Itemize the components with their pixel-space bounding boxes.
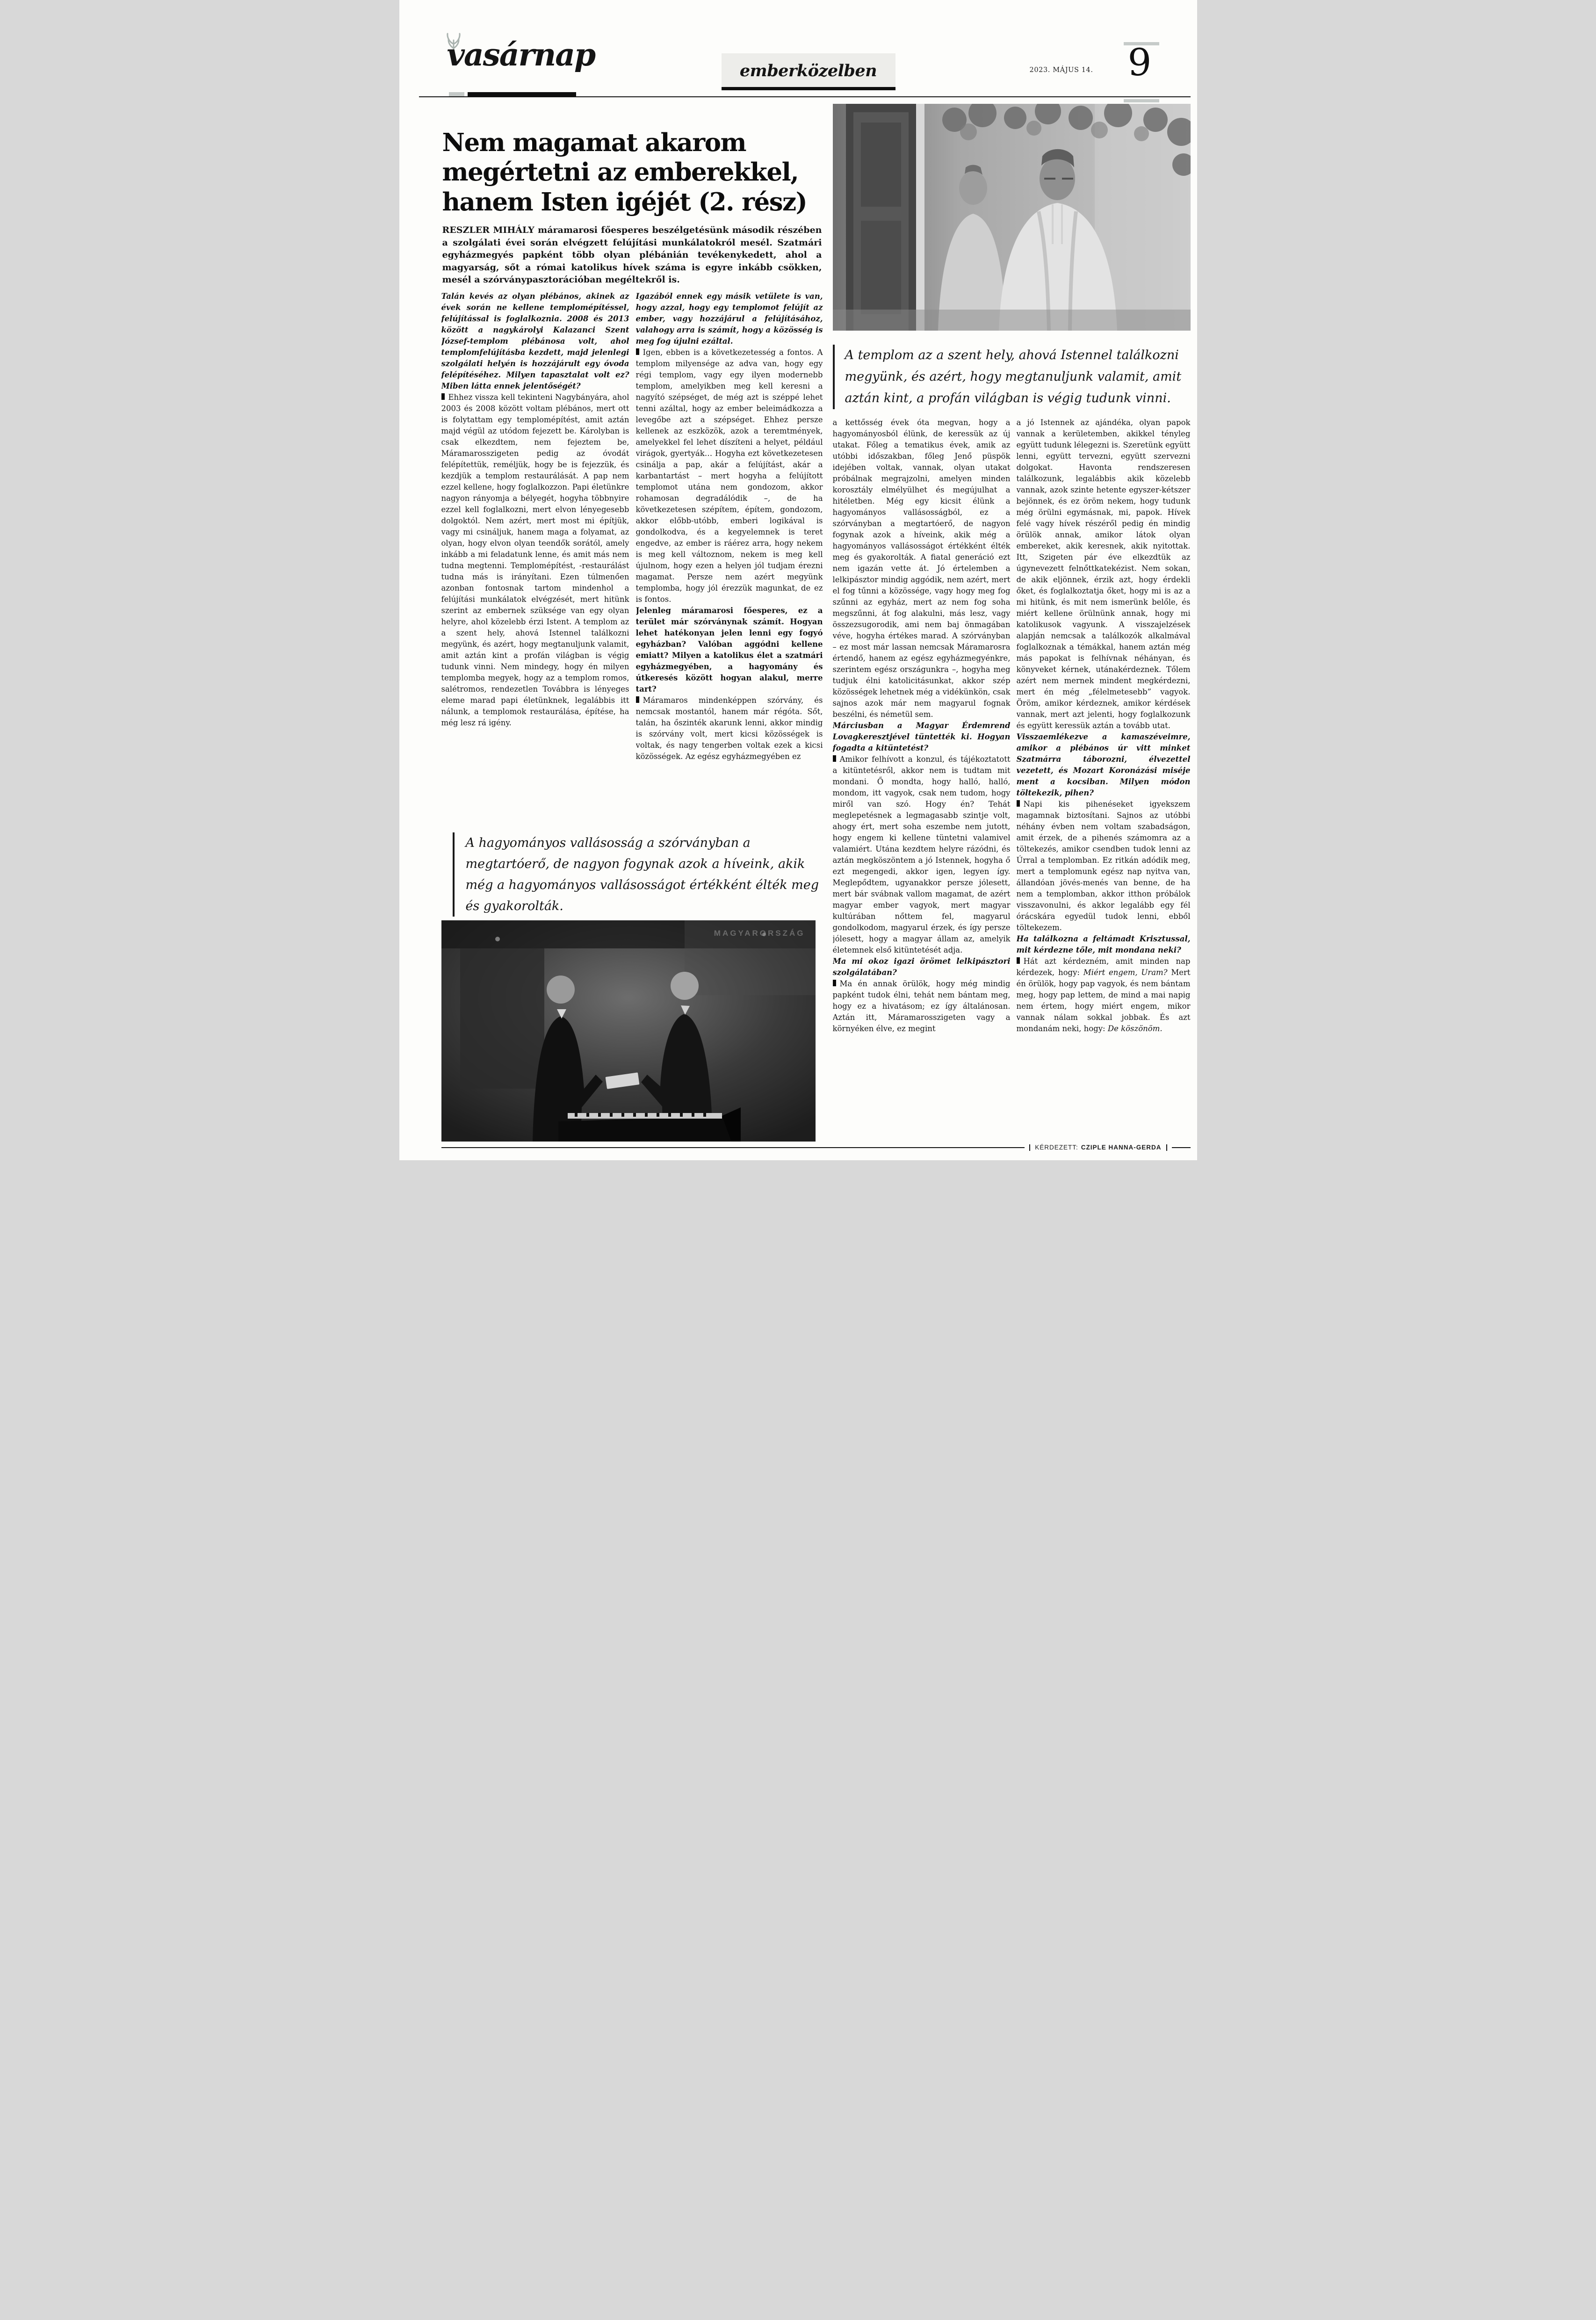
answer-marker-icon [636,696,639,703]
photo-award-illustration [441,920,816,1142]
issue-date: 2023. MÁJUS 14. [1029,66,1093,74]
masthead-logo: vasárnap [447,36,595,73]
masthead-underline [468,92,576,96]
body-column-4 [1017,417,1191,1140]
footer-author: CZIPLE HANNA-GERDA [1081,1144,1162,1151]
page-number-bar-bottom [1124,99,1159,102]
masthead-underline-gray [449,92,464,96]
photo-priests-illustration [833,104,1191,331]
question-paragraph: Jelenleg máramarosi főesperes, ez a terület már szórványnak számít. Hogyan lehet hatékonyan jelen lenni egy fogyó egyházban? Valóban aggódni kellene emiatt? Milyen a katolikus élet a szatmári egyházmegyében, a hagyomány és útkeresés között hogyan alakul, merre tart? [636,606,823,694]
question-paragraph: Talán kevés az olyan plébános, akinek az évek során ne kellene templomépítéssel, felújítással is foglalkoznia. 2008 és 2013 között a nagykárolyi Kalazanci Szent József-templom plébánosa volt, ahol templomfelújításba kezdett, majd jelenlegi szolgálati helyén is hozzájárult egy óvoda felépítéséhez. Milyen tapasztalat volt ez? Miben látta ennek jelentőségét? [441,292,629,390]
body-paragraph: a jó Istennek az ajándéka, olyan papok vannak a kerületemben, akikkel tényleg együtt tudunk lélegezni is. Szeretünk együtt lenni, együtt tervezni, együtt szervezni dolgokat. Havonta rendszeresen találkozunk, legalábbis akik közelebb vannak, azok szinte hetente egyszer-kétszer bejönnek, és ez öröm nekem, hogy tudunk még örülni egymásnak, mi, papok. Hívek felé vagy hívek részéről pedig én mindig örülök annak, amikor látok olyan embereket, akik keresnek, akik nyitottak. Itt, Szigeten pár éve elkezdtük az úgynevezett felnőttkatekézist. Nem sokan, de akik eljönnek, érzik azt, hogy érdekli őket, és foglalkoztatja őket, hogy mi is az a mi hitünk, és mit nem ismerünk belőle, és miért kellene örülnünk annak, hogy mi katolikusok vagyunk. A visszajelzések alapján nemcsak a találkozók alkalmával foglalkoznak a témákkal, hanem aztán még más papokat is felhívnak néhányan, és könyveket kérnek, utánakérdeznek. Tőlem azért nem mernek mindent megkérdezni, mert én még „félelmetesebb” vagyok. Öröm, amikor kérdeznek, amikor kérdések vannak, mert azt jelenti, hogy foglalkozunk és együtt keressük aztán a tovább utat. [1016,418,1191,730]
question-paragraph: Márciusban a Magyar Érdemrend Lovagkeresztjével tüntették ki. Hogyan fogadta a kitüntetést? [832,721,1011,752]
question-paragraph: Igazából ennek egy másik vetülete is van, hogy azzal, hogy egy templomot felújít az ember, vagy hozzájárul a felújításához, valahogy arra is számít, hogy a közösség is meg fog újulni ezáltal. [636,292,823,346]
body-column-1 [441,291,629,824]
footer-rule-right [1172,1147,1191,1148]
pull-quote-left: A hagyományos vallásosság a szórványban a megtartóerő, de nagyon fogynak azok a híveink, akik még a hagyományos vallásosságot értékként élték meg és gyakorolták. [453,832,820,917]
question-paragraph: Visszaemlékezve a kamaszéveimre, amikor a plébános úr vitt minket Szatmárra táborozni, élvezettel vezetett, és Mozart Koronázási miséje ment a kocsiban. Milyen módon töltekezik, pihen? [1016,732,1191,797]
answer-paragraph: Hát azt kérdezném, amit minden nap kérdezek, hogy: Miért engem, Uram? Mert én örülök, hogy pap vagyok, és nem bántam meg, hogy pap lettem, de mind a mai napig nem értem, hogy miért engem, mikor vannak nálam sokkal jobbak. És azt mondanám neki, hogy: De köszönöm. [1016,957,1191,1033]
article-headline: Nem magamat akarom megértetni az emberekkel, hanem Isten igéjét (2. rész) [442,128,807,217]
answer-paragraph: Ehhez vissza kell tekinteni Nagybányára, ahol 2003 és 2008 között voltam plébános, mert ott is folytattam egy templomépítést, amit aztán majd végül az utódom fejezett be. Károlyban is csak elkezdtem, nem fejeztem be, Máramarosszigeten pedig az óvodát felépítettük, reméljük, hogy be is fejezzük, és kezdjük a templom restaurálását. A pap nem ezzel kellene, hogy foglalkozzon. Papi életünkre nagyon rányomja a bélyegét, hogyha többnyire ezzel kell foglalkozni, mert elvon lényegesebb dolgoktól. Nem azért, mert most mi építjük, vagy mi csináljuk, hanem maga a folyamat, az olyan, hogy elvon olyan teendők sorától, amely inkább a mi feladatunk lenne, és amit más nem tudna megtenni. Templomépítést, -restaurálást tudna más is irányítani. Ezen túlmenően azonban fontosnak tartom mindenhol a felújítási munkálatok elvégzését, mert hitünk szerint az embernek szüksége van egy olyan helyre, ahol közelebb érzi Istent. A templom az a szent hely, ahová Istennel találkozni megyünk, és azért, hogy megtanuljunk valamit, amit aztán kint a profán világban is végig tudunk vinni. Nem mindegy, hogy én milyen templomba megyek, hogy az a templom romos, salétromos, rendezetlen Továbbra is lényeges eleme marad papi életünknek, legalábbis itt nálunk, a templomok restaurálása, építése, ha még lesz rá igény. [441,393,629,727]
answer-marker-icon [1017,957,1020,964]
answer-paragraph: Ma én annak örülök, hogy még mindig papként tudok élni, tehát nem bántam meg, hogy ez a hivatásom; ez így általánosan. Aztán itt, Máramarosszigeten vagy a környéken élve, ez megint [832,979,1011,1033]
photo-award-ceremony [441,920,816,1142]
body-column-3 [833,417,1011,1140]
answer-paragraph: Napi kis pihenéseket igyekszem magamnak biztosítani. Sajnos az utóbbi néhány évben nem voltam szabadságon, amit érzek, de a pihenés számomra az a töltekezés, amikor csendben tudok lenni az Úrral a templomban. Ez ritkán adódik meg, mert a templomunk egész nap nyitva van, állandóan jövés-menés van benne, de ha nem a templomban, akkor itthon próbálok visszavonulni, és akkor legalább egy fél órácskára egyedül tudok lenni, ebből töltekezem. [1016,800,1191,932]
article-lead: RESZLER MIHÁLY máramarosi főesperes beszélgetésünk második részében a szolgálati évei során elvégzett felújítási munkálatokról mesél. Szatmári egyházmegyés papként több olyan plébánián tevékenykedett, ahol a magyarság, sőt a római katolikus hívek száma is egyre inkább csökken, mesél a szórványpasztorációban megéltekről is. [442,225,822,285]
answer-marker-icon [636,348,639,355]
answer-marker-icon [833,755,836,762]
section-badge: emberközelben [722,53,895,88]
footer-label: KÉRDEZETT: [1035,1144,1078,1151]
answer-paragraph: Máramaros mindenképpen szórvány, és nemcsak mostantól, hanem már régóta. Sőt, talán, ha őszinték akarunk lenni, akkor mindig is szórvány volt, mert kicsi közösségek is voltak, és nagy tengerben voltak ezek a kicsi közösségek. Az egész egyházmegyében ez [636,696,823,761]
header-rule [419,96,1191,97]
answer-marker-icon [833,980,836,986]
pull-quote-right: A templom az a szent hely, ahová Istennel találkozni megyünk, és azért, hogy megtanuljunk valamit, amit aztán kint, a profán világban is végig tudunk vinni. [833,345,1192,409]
photo-priests-at-church [833,104,1191,331]
answer-marker-icon [1017,800,1020,807]
section-badge-underline [722,87,895,90]
answer-marker-icon [441,393,445,400]
answer-paragraph: Igen, ebben is a következetesség a fontos. A templom milyensége az adva van, hogy egy régi templom, vagy egy ilyen modernebb templom, amelyikben meg kell keresni a nagyító szépséget, de még azt is széppé lehet tenni azáltal, hogy az ember beleimádkozza a levegőbe azt a szépséget. Ehhez persze kellenek az eszközök, azok a teremtmények, amelyekkel fel lehet díszíteni a helyet, például virágok, gyertyák… Hogyha ezt következetesen csinálja a pap, akár a felújítást, akár a karbantartást – mert hogyha a felújított templomot utána nem gondozom, akkor rohamosan degradálódik –, de ha következetesen szépítem, építem, gondozom, akkor előbb-utóbb, emberi logikával is gondolkodva, és a kegyelemnek is teret engedve, az ember is ráérez arra, hogy nekem is meg kell változnom, nekem is meg kell újulnom, hogy ezen a helyen jól tudjam érezni magamat. Persze nem azért megyünk templomba, hogy jól érezzük magunkat, de ez is fontos. [636,348,823,604]
article-footer [441,1144,1191,1151]
photo-backdrop-text: MAGYARORSZÁG [714,929,805,938]
page-number: 9 [1127,41,1152,84]
footer-tick-right [1166,1144,1167,1151]
question-paragraph: Ha találkozna a feltámadt Krisztussal, mit kérdezne tőle, mit mondana neki? [1016,934,1191,954]
answer-paragraph: Amikor felhívott a konzul, és tájékoztatott a kitüntetésről, akkor nem is tudtam mit mondani. Ő mondta, hogy halló, halló, mondom, itt vagyok, csak nem tudom, hogy miről van szó. Hogy én? Tehát meglepetésnek a legmagasabb szintje volt, ahogy ért, mert soha eszembe nem jutott, hogy engem ki kellene tüntetni valamivel valamiért. Utána kezdtem helyre rázódni, és aztán megköszöntem a jó Istennek, hogyha ő ezt megengedi, akkor igen, legyen így. Meglepődtem, ugyanakkor persze jólesett, mert bár svábnak vallom magamat, de azért magyar ember vagyok, mert magyar kultúrában nőttem fel, magyarul gondolkodom, magyarul érzek, és így persze jólesett, hogy a magyar állam az, amelyik életemnek első kitüntetését adja. [832,755,1011,954]
body-paragraph: a kettősség évek óta megvan, hogy a hagyományosból élünk, de keressük az új utakat. Főleg a tematikus évek, amik az utóbbi időszakban, főleg Jenő püspök idejében voltak, vannak, olyan utakat próbálnak megrajzolni, amelyen minden korosztály elmélyülhet és megújulhat a hitéletben. Még egy kicsit élünk a hagyományos vallásosságból, ez a szórványban a megtartóerő, de nagyon fogynak azok a híveink, akik még a hagyományos vallásosságot értékként élték meg és gyakorolták. A fiatal generáció ezt nem igazán vette át. Jó értelemben a lelkipásztor mindig aggódik, nem azért, mert el fog tűnni a közössége, vagy hogy meg fog szűnni az egyház, mert az nem fog soha megszűnni, át fog alakulni, más lesz, vagy összezsugorodik, ami nem baj önmagában véve, hogyha értékes marad. A szórványban – ez most már lassan nemcsak Máramarosra értendő, hanem az egész egyházmegyénkre, szerintem egész országunkra –, hogyha meg tudjuk élni katolicitásunkat, akkor szép közösségek lehetnek még a vidékünkön, csak sajnos azok már nem magyarul fognak beszélni, és németül sem. [832,418,1011,719]
footer-tick-left [1029,1144,1030,1151]
question-paragraph: Ma mi okoz igazi örömet lelkipásztori szolgálatában? [832,957,1011,977]
body-column-2 [636,291,823,824]
newspaper-page [399,0,1197,1160]
footer-rule-left [441,1147,1025,1148]
